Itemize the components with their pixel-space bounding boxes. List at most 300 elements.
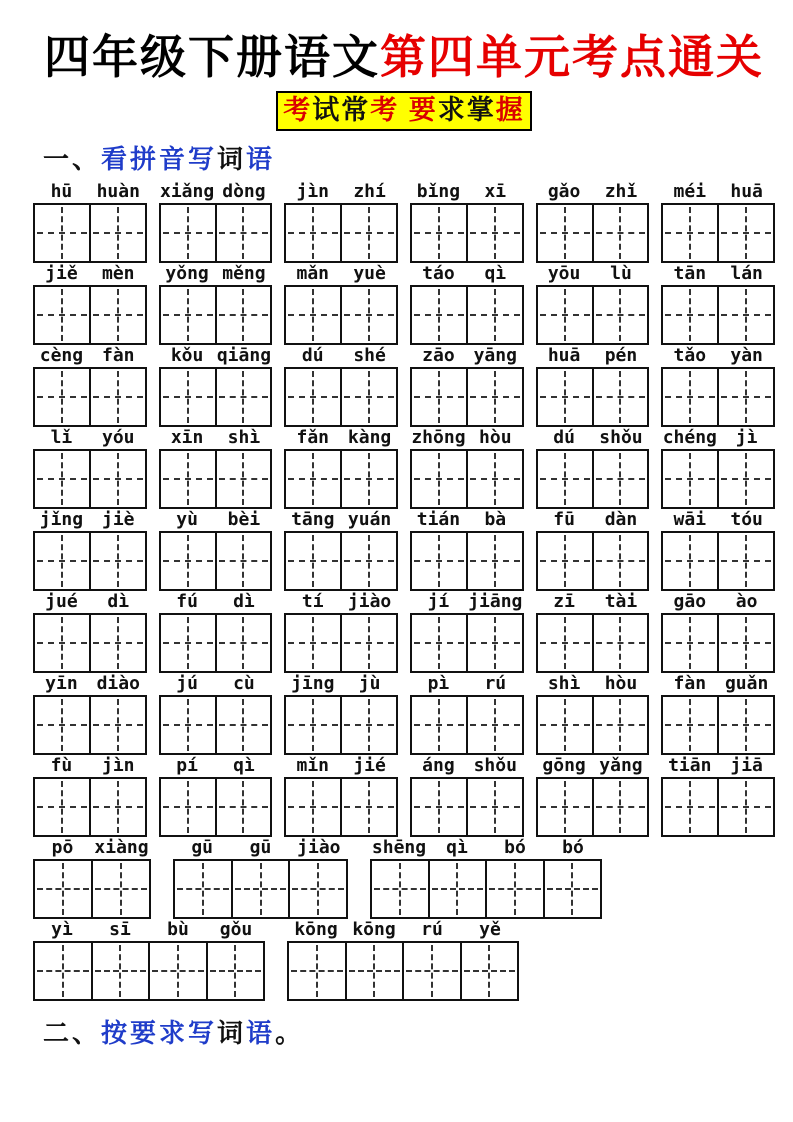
pinyin-text [33,509,147,531]
writing-cell [592,615,648,671]
pinyin-syllable: huàn [96,181,140,203]
pinyin-syllable: huā [547,345,581,367]
writing-cell [35,861,91,917]
writing-grid [410,531,524,591]
text-segment: 握 [495,95,525,126]
pinyin-syllable: zī [553,591,575,613]
writing-cell [89,205,145,261]
pinyin-text [536,263,650,285]
writing-cell [466,697,522,753]
pinyin-word-group [661,755,775,837]
text-segment: 语 [246,1018,276,1049]
pinyin-word-group [410,509,524,591]
writing-cell [35,533,89,589]
pinyin-word-group [661,427,775,509]
writing-cell [663,369,717,425]
text-segment: 试常 [312,95,371,126]
writing-cell [412,533,466,589]
pinyin-syllable: xiàng [94,837,149,859]
pinyin-syllable: dì [107,591,130,613]
writing-grid [410,367,524,427]
writing-cell [161,287,215,343]
pinyin-syllable: shǒu [599,427,643,449]
writing-grid [33,777,147,837]
pinyin-row [33,427,775,509]
writing-cell [215,697,271,753]
writing-grid [661,695,775,755]
writing-cell [428,861,486,917]
writing-cell [286,205,340,261]
writing-cell [286,451,340,507]
pinyin-syllable: mǐn [296,755,330,777]
writing-cell [717,533,773,589]
writing-grid [410,613,524,673]
writing-cell [161,369,215,425]
pinyin-text [159,427,273,449]
writing-grid [370,859,602,919]
pinyin-word-group [33,181,147,263]
pinyin-word-group [284,427,398,509]
pinyin-word-group [410,673,524,755]
writing-cell [286,697,340,753]
pinyin-text [410,181,524,203]
pinyin-syllable: pō [51,837,74,859]
pinyin-word-group [536,673,650,755]
writing-cell [35,287,89,343]
pinyin-syllable: bù [167,919,189,941]
pinyin-syllable: qì [484,263,507,285]
pinyin-text [173,837,348,859]
pinyin-syllable: jìn [102,755,135,777]
pinyin-word-group [410,591,524,673]
writing-grid [284,203,398,263]
writing-cell [592,533,648,589]
pinyin-syllable: gōng [542,755,586,777]
pinyin-syllable: lán [730,263,763,285]
pinyin-word-group [159,345,273,427]
pinyin-syllable: kōng [294,919,338,941]
writing-cell [663,205,717,261]
pinyin-syllable: gū [249,837,272,859]
pinyin-syllable: bèi [227,509,261,531]
text-segment: 二、 [43,1018,102,1049]
pinyin-text [159,263,273,285]
pinyin-syllable: kōng [352,919,396,941]
pinyin-text [33,345,147,367]
writing-cell [161,533,215,589]
writing-cell [35,697,89,753]
writing-grid [661,777,775,837]
writing-grid [33,859,151,919]
pinyin-word-group [159,181,273,263]
writing-grid [33,941,265,1001]
writing-cell [340,615,396,671]
writing-cell [340,205,396,261]
pinyin-text [410,509,524,531]
pinyin-syllable: hòu [479,427,512,449]
pinyin-syllable: fú [176,591,198,613]
pinyin-syllable: bó [504,837,526,859]
pinyin-word-group [284,509,398,591]
writing-cell [460,943,518,999]
writing-grid [536,203,650,263]
pinyin-text [284,263,398,285]
pinyin-word-group [661,509,775,591]
pinyin-syllable: cèng [39,345,84,367]
writing-grid [159,449,273,509]
pinyin-syllable: jiě [45,263,78,285]
pinyin-word-group [159,263,273,345]
pinyin-syllable: jiā [730,755,763,777]
pinyin-text [284,345,398,367]
writing-cell [592,697,648,753]
writing-grid [410,695,524,755]
writing-grid [33,203,147,263]
writing-grid [33,531,147,591]
pinyin-text [661,181,775,203]
pinyin-word-group [33,263,147,345]
writing-cell [35,779,89,835]
pinyin-word-group [410,427,524,509]
pinyin-syllable: jiào [347,591,392,613]
pinyin-text [284,181,398,203]
pinyin-syllable: tiān [668,755,712,777]
pinyin-row [33,919,775,1001]
writing-cell [35,369,89,425]
pinyin-syllable: gǎo [547,181,581,203]
writing-cell [663,697,717,753]
pinyin-text [661,263,775,285]
pinyin-syllable: tāng [291,509,335,531]
writing-cell [215,533,271,589]
writing-cell [538,287,592,343]
writing-cell [538,533,592,589]
writing-grid [284,613,398,673]
pinyin-text [159,755,273,777]
writing-cell [161,697,215,753]
pinyin-syllable: zhǐ [604,181,638,203]
writing-grid [159,531,273,591]
pinyin-text [33,591,147,613]
pinyin-syllable: yuè [353,263,386,285]
writing-cell [412,779,466,835]
pinyin-text [287,919,519,941]
writing-cell [340,369,396,425]
pinyin-word-group [284,263,398,345]
pinyin-row [33,837,775,919]
writing-cell [89,615,145,671]
pinyin-text [536,427,650,449]
writing-grid [284,531,398,591]
writing-cell [717,697,773,753]
pinyin-syllable: jué [45,591,78,613]
writing-grid [287,941,519,1001]
writing-cell [289,943,345,999]
writing-grid [284,285,398,345]
writing-cell [538,205,592,261]
pinyin-syllable: qiāng [216,345,272,367]
pinyin-syllable: qì [233,755,255,777]
pinyin-text [159,673,273,695]
pinyin-row [33,345,775,427]
pinyin-syllable: shé [353,345,386,367]
pinyin-word-group [33,345,147,427]
writing-cell [466,533,522,589]
pinyin-word-group [410,181,524,263]
writing-grid [159,203,273,263]
writing-cell [161,205,215,261]
writing-cell [340,779,396,835]
pinyin-word-group [536,181,650,263]
writing-grid [410,449,524,509]
pinyin-syllable: lǐ [50,427,73,449]
pinyin-syllable: gāo [673,591,707,613]
pinyin-syllable: lù [610,263,632,285]
writing-cell [717,205,773,261]
pinyin-syllable: hū [50,181,73,203]
writing-cell [663,451,717,507]
pinyin-text [661,755,775,777]
writing-cell [89,287,145,343]
text-segment: 词 [217,143,247,174]
pinyin-word-group [173,837,348,919]
writing-cell [161,779,215,835]
pinyin-word-group [536,263,650,345]
writing-cell [161,615,215,671]
exam-banner [276,91,532,131]
pinyin-word-group [410,755,524,837]
text-segment: 要 [399,95,438,126]
pinyin-word-group [33,919,265,1001]
text-segment: 。 [275,1018,305,1049]
writing-grid [536,531,650,591]
pinyin-text [536,345,650,367]
pinyin-word-group [33,673,147,755]
pinyin-syllable: xīn [170,427,204,449]
writing-grid [33,367,147,427]
pinyin-word-group [284,181,398,263]
pinyin-text [536,509,650,531]
writing-cell [466,287,522,343]
pinyin-text [284,755,398,777]
writing-cell [215,451,271,507]
writing-cell [538,779,592,835]
writing-grid [284,367,398,427]
writing-cell [89,779,145,835]
writing-grid [284,777,398,837]
pinyin-word-group [410,345,524,427]
pinyin-syllable: tài [604,591,638,613]
pinyin-word-group [33,755,147,837]
pinyin-word-group [661,673,775,755]
text-segment: 语 [246,143,276,174]
pinyin-syllable: jǐng [39,509,84,531]
text-segment: 求掌 [437,95,496,126]
pinyin-syllable: bó [562,837,584,859]
writing-cell [215,205,271,261]
pinyin-syllable: jié [353,755,386,777]
pinyin-syllable: yǒng [165,263,209,285]
writing-cell [412,205,466,261]
pinyin-syllable: ào [735,591,758,613]
page-title-black: 四年级下册语文 [44,30,380,84]
pinyin-text [284,509,398,531]
writing-cell [206,943,264,999]
section-two-heading [43,1017,775,1050]
writing-cell [286,369,340,425]
writing-cell [89,697,145,753]
pinyin-syllable: cù [233,673,255,695]
pinyin-syllable: fū [553,509,575,531]
writing-grid [410,203,524,263]
writing-cell [161,451,215,507]
pinyin-word-group [284,673,398,755]
pinyin-syllable: yǎng [599,755,643,777]
pinyin-syllable: shǒu [473,755,517,777]
pinyin-word-group [536,755,650,837]
pinyin-text [410,427,524,449]
writing-cell [412,615,466,671]
pinyin-syllable: guǎn [724,673,769,695]
pinyin-text [410,591,524,613]
pinyin-syllable: dú [553,427,575,449]
writing-cell [89,533,145,589]
pinyin-syllable: xiǎng [160,181,215,203]
writing-cell [148,943,206,999]
writing-cell [592,287,648,343]
pinyin-word-group [661,591,775,673]
pinyin-word-group [370,837,602,919]
text-segment: 看拼音写 [101,143,218,174]
pinyin-syllable: dòng [222,181,266,203]
pinyin-syllable: bǐng [416,181,461,203]
pinyin-text [284,591,398,613]
pinyin-row [33,263,775,345]
writing-cell [286,779,340,835]
pinyin-syllable: yì [51,919,73,941]
pinyin-text [284,427,398,449]
pinyin-word-group [159,509,273,591]
writing-cell [288,861,346,917]
pinyin-syllable: pí [176,755,198,777]
writing-grid [661,203,775,263]
writing-grid [661,449,775,509]
writing-grid [410,777,524,837]
pinyin-syllable: shì [547,673,581,695]
pinyin-syllable: pén [604,345,638,367]
writing-cell [592,205,648,261]
pinyin-syllable: jiāng [468,591,523,613]
pinyin-syllable: tǎo [673,345,707,367]
writing-cell [592,451,648,507]
pinyin-syllable: jīng [291,673,335,695]
pinyin-syllable: hòu [604,673,638,695]
writing-cell [543,861,601,917]
writing-grid [536,285,650,345]
writing-grid [536,613,650,673]
writing-grid [661,367,775,427]
pinyin-syllable: mèn [102,263,135,285]
pinyin-syllable: qì [446,837,468,859]
pinyin-row [33,591,775,673]
writing-cell [663,287,717,343]
pinyin-syllable: zāo [422,345,455,367]
writing-cell [592,369,648,425]
writing-grid [661,613,775,673]
writing-cell [412,451,466,507]
text-segment: 一、 [43,143,102,174]
writing-cell [412,697,466,753]
pinyin-syllable: dàn [604,509,638,531]
pinyin-syllable: rú [484,673,507,695]
writing-cell [345,943,403,999]
writing-cell [231,861,289,917]
pinyin-syllable: shì [227,427,261,449]
pinyin-syllable: jí [427,591,450,613]
pinyin-word-group [33,427,147,509]
pinyin-syllable: fàn [102,345,135,367]
pinyin-text [159,509,273,531]
writing-cell [175,861,231,917]
pinyin-syllable: áng [422,755,455,777]
writing-cell [466,615,522,671]
pinyin-word-group [536,345,650,427]
pinyin-syllable: dì [233,591,255,613]
pinyin-word-group [661,263,775,345]
pinyin-syllable: táo [422,263,455,285]
writing-cell [663,533,717,589]
pinyin-syllable: wāi [673,509,707,531]
writing-cell [372,861,428,917]
writing-cell [485,861,543,917]
writing-cell [215,615,271,671]
pinyin-syllable: sī [109,919,131,941]
pinyin-text [284,673,398,695]
writing-cell [717,369,773,425]
writing-cell [286,533,340,589]
pinyin-syllable: yù [176,509,198,531]
writing-cell [91,943,149,999]
pinyin-text [410,345,524,367]
pinyin-syllable: huā [730,181,763,203]
writing-cell [35,451,89,507]
writing-cell [340,533,396,589]
writing-cell [89,451,145,507]
pinyin-syllable: jù [358,673,381,695]
pinyin-word-group [661,181,775,263]
writing-cell [717,451,773,507]
pinyin-syllable: méi [673,181,707,203]
pinyin-syllable: tí [301,591,324,613]
pinyin-row [33,181,775,263]
writing-cell [592,779,648,835]
text-segment: 考 [283,95,313,126]
writing-grid [284,449,398,509]
pinyin-syllable: yě [479,919,501,941]
writing-grid [159,695,273,755]
writing-grid [33,449,147,509]
writing-cell [717,287,773,343]
pinyin-syllable: jì [735,427,758,449]
pinyin-syllable: diào [96,673,140,695]
pinyin-word-group [410,263,524,345]
writing-cell [466,451,522,507]
pinyin-text [661,509,775,531]
writing-grid [536,449,650,509]
pinyin-syllable: shēng [371,837,427,859]
pinyin-word-group [284,755,398,837]
pinyin-syllable: fǎn [296,427,330,449]
